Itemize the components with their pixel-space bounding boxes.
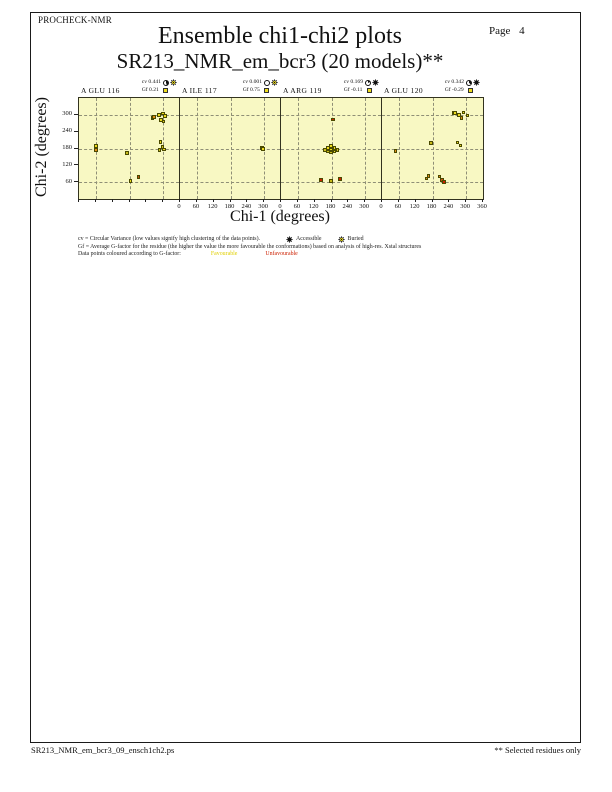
x-tick-label: 180: [426, 203, 437, 210]
data-point: [163, 114, 167, 118]
cv-row: [142, 79, 177, 87]
plot-header: [78, 79, 179, 96]
legend-gf-text: Gf = Average G-factor for the residue (the higher the value the more favourable the conformations) based on analysis of high-res. Xstal structures: [78, 243, 422, 250]
data-point: [459, 144, 463, 148]
x-tick: [482, 199, 483, 202]
data-point: [158, 148, 162, 152]
y-tick: [74, 114, 78, 115]
x-tick-label: 120: [409, 203, 420, 210]
cv-value: cv 0.342: [444, 79, 464, 85]
x-tick: [78, 199, 79, 202]
gridline-horizontal: [180, 115, 280, 116]
chi-plot: [382, 98, 483, 199]
cv-row: [344, 79, 379, 87]
circular-variance-pie-icon: [163, 80, 169, 86]
gf-square-icon: [367, 88, 372, 93]
gf-square-icon: [163, 88, 168, 93]
legend-buried-label: Buried: [347, 236, 364, 242]
x-tick-label: 300: [258, 203, 269, 210]
residue-label: A GLU 116: [81, 86, 120, 95]
plots-area: [78, 97, 484, 200]
cv-gf-annotation: [344, 79, 379, 94]
page-number: Page 4: [489, 25, 525, 37]
data-point: [460, 116, 464, 120]
page-subtitle: SR213_NMR_em_bcr3 (20 models)**: [116, 49, 444, 73]
x-tick-label: 0: [379, 203, 383, 210]
x-tick: [179, 199, 180, 202]
gf-row: [344, 87, 379, 95]
data-point: [466, 114, 470, 118]
x-tick-label: 120: [207, 203, 218, 210]
accessible-icon: [473, 79, 480, 86]
circular-variance-pie-icon: [365, 80, 371, 86]
circular-variance-pie-icon: [264, 80, 270, 86]
data-point: [129, 179, 133, 183]
data-point: [125, 151, 129, 155]
plot-header: [179, 79, 280, 96]
gf-value: Gf -0.29: [444, 86, 464, 93]
y-tick: [74, 164, 78, 165]
buried-icon: [271, 79, 278, 86]
data-point: [338, 177, 342, 181]
y-tick: [74, 181, 78, 182]
circular-variance-pie-icon: [466, 80, 472, 86]
x-tick: [398, 199, 399, 202]
data-point: [162, 148, 166, 152]
accessible-icon: [372, 79, 379, 86]
data-point: [162, 120, 166, 124]
data-point: [442, 180, 446, 184]
gf-value: Gf 0.75: [242, 86, 260, 93]
x-tick: [246, 199, 247, 202]
x-tick: [196, 199, 197, 202]
data-point: [152, 115, 156, 119]
app-label: PROCHECK-NMR: [38, 15, 112, 25]
y-tick-label: 240: [62, 127, 72, 135]
gridline-horizontal: [281, 115, 381, 116]
legend: [78, 236, 518, 259]
cv-value: cv 0.169: [343, 79, 363, 85]
buried-icon: [170, 79, 177, 86]
data-point: [331, 118, 335, 122]
page-title: Ensemble chi1-chi2 plots: [158, 23, 402, 49]
legend-cv-text: cv = Circular Variance (low values signify high clustering of the data points).: [78, 236, 261, 242]
cv-row: [445, 79, 480, 87]
x-tick-label: 240: [241, 203, 252, 210]
gridline-vertical: [365, 98, 366, 199]
plot-header: [381, 79, 482, 96]
x-tick: [314, 199, 315, 202]
x-tick-label: 360: [477, 203, 487, 210]
x-tick: [129, 199, 130, 202]
y-tick: [74, 131, 78, 132]
legend-unfavourable-label: Unfavourable: [265, 251, 298, 258]
footer-filename: SR213_NMR_em_bcr3_09_ensch1ch2.ps: [31, 745, 175, 755]
x-tick: [364, 199, 365, 202]
x-tick: [162, 199, 163, 202]
data-point: [319, 178, 323, 182]
x-tick: [263, 199, 264, 202]
x-tick-label: 240: [342, 203, 353, 210]
x-tick-label: 300: [359, 203, 370, 210]
chi-plot: [180, 98, 281, 199]
x-tick: [230, 199, 231, 202]
x-tick-label: 120: [308, 203, 319, 210]
x-tick: [112, 199, 113, 202]
cv-gf-annotation: [243, 79, 278, 94]
data-point: [329, 179, 333, 183]
cv-gf-annotation: [142, 79, 177, 94]
data-point: [159, 140, 163, 144]
y-tick-label: 300: [62, 110, 72, 118]
x-tick: [331, 199, 332, 202]
x-tick-label: 60: [293, 203, 301, 210]
y-axis-title: Chi-2 (degrees): [33, 97, 50, 197]
chi-plot: [281, 98, 382, 199]
data-point: [261, 147, 265, 151]
buried-icon: [338, 236, 345, 243]
cv-row: [243, 79, 278, 87]
x-tick: [145, 199, 146, 202]
cv-value: cv 0.001: [242, 79, 262, 85]
cv-value: cv 0.441: [141, 79, 161, 85]
x-tick: [415, 199, 416, 202]
y-tick-label: 60: [65, 177, 72, 185]
y-tick-label: 180: [62, 144, 72, 151]
plot-header: [280, 79, 381, 96]
gf-value: Gf -0.11: [343, 86, 363, 93]
x-tick-label: 240: [443, 203, 454, 210]
data-point: [336, 148, 340, 152]
chi-plot: [79, 98, 180, 199]
data-point: [427, 174, 431, 178]
accessible-icon: [286, 236, 293, 243]
data-point: [429, 141, 433, 145]
gf-row: [445, 87, 480, 95]
cv-gf-annotation: [445, 79, 480, 94]
legend-colour-text: Data points coloured according to G-factor:: [78, 251, 181, 258]
residue-label: A ARG 119: [283, 86, 322, 95]
x-tick: [297, 199, 298, 202]
x-tick: [432, 199, 433, 202]
x-tick: [213, 199, 214, 202]
x-tick: [381, 199, 382, 202]
x-tick: [347, 199, 348, 202]
x-tick-label: 60: [394, 203, 402, 210]
y-tick: [74, 148, 78, 149]
x-tick: [280, 199, 281, 202]
x-tick-label: 0: [278, 203, 282, 210]
x-tick-label: 180: [224, 203, 235, 210]
x-tick-label: 300: [460, 203, 471, 210]
data-point: [94, 148, 98, 152]
data-point: [157, 113, 161, 117]
gf-row: [243, 87, 278, 95]
gf-square-icon: [264, 88, 269, 93]
x-axis-title: Chi-1 (degrees): [230, 208, 330, 225]
x-tick-label: 60: [192, 203, 200, 210]
gf-square-icon: [468, 88, 473, 93]
gf-value: Gf 0.21: [141, 86, 159, 93]
legend-accessible-label: Accessible: [296, 236, 322, 242]
data-point: [394, 149, 398, 153]
plot-headers: [78, 79, 482, 96]
legend-favourable-label: Favourable: [210, 251, 238, 258]
x-tick: [448, 199, 449, 202]
x-tick-label: 180: [325, 203, 336, 210]
gf-row: [142, 87, 177, 95]
y-tick-label: 120: [62, 160, 72, 168]
residue-label: A GLU 120: [384, 86, 424, 95]
x-tick-label: 0: [177, 203, 181, 210]
data-point: [137, 175, 141, 179]
footer-note: ** Selected residues only: [494, 745, 581, 755]
x-tick: [95, 199, 96, 202]
x-tick: [465, 199, 466, 202]
residue-label: A ILE 117: [182, 86, 217, 95]
